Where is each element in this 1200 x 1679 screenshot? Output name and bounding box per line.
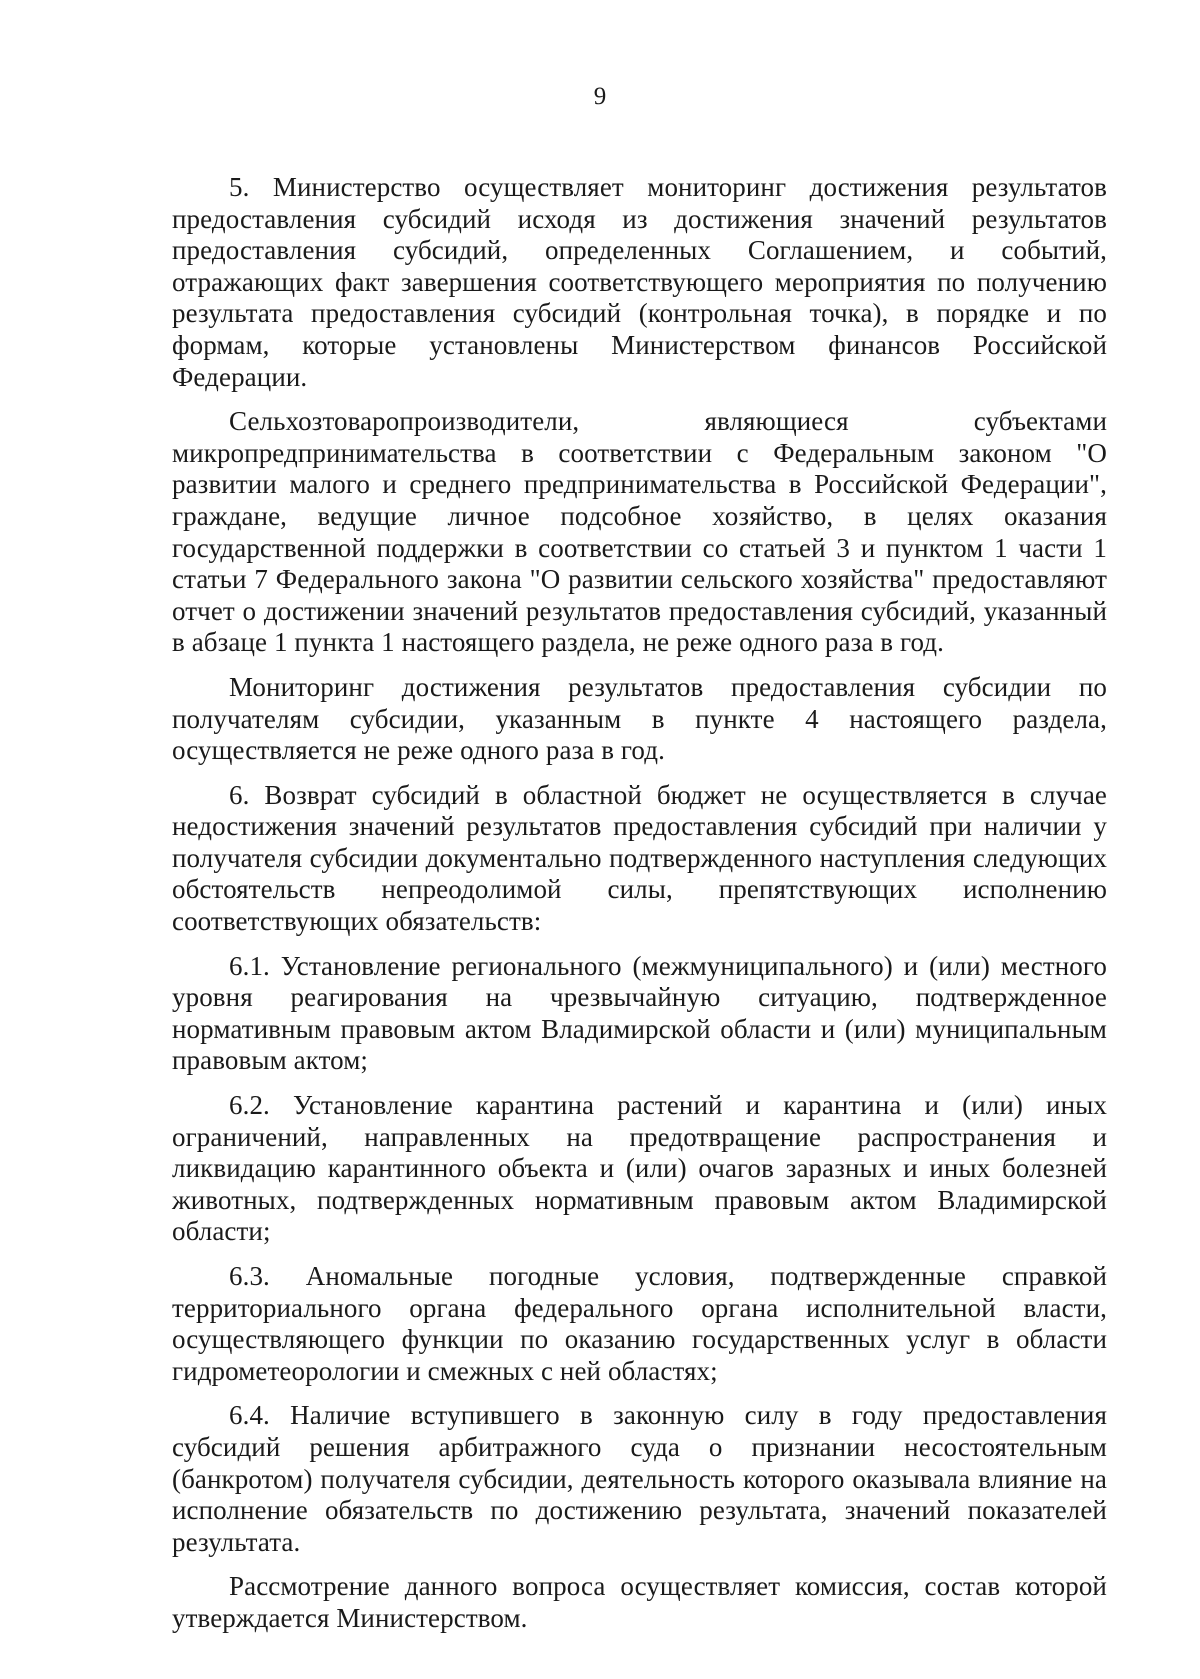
paragraph-subsidy-return: 6. Возврат субсидий в областной бюджет не осуществляется в случае недостижения значений результатов предоставления субсидий при наличии у получателя субсидии документально подтвержденного наступления следующих обстоятельств непреодолимой силы, препятствующих исполнению соответствующих обязательств:	[172, 779, 1107, 937]
paragraph-item-6-1: 6.1. Установление регионального (межмуниципального) и (или) местного уровня реагирования на чрезвычайную ситуацию, подтвержденное нормативным правовым актом Владимирской области и (или) муниципальным правовым актом;	[172, 950, 1107, 1076]
paragraph-item-6-3: 6.3. Аномальные погодные условия, подтвержденные справкой территориального органа федерального органа исполнительной власти, осуществляющего функции по оказанию государственных услуг в области гидрометеорологии и смежных с ней областях;	[172, 1261, 1107, 1386]
paragraph-monitoring: 5. Министерство осуществляет мониторинг достижения результатов предоставления субсидий исходя из достижения значений результатов предоставления субсидий, определенных Соглашением, и событий, отражающих факт завершения соответствующего мероприятия по получению результата предоставления субсидий (контрольная точка), в порядке и по формам, которые установлены Министерством финансов Российской Федерации.	[172, 172, 1107, 392]
page-number: 9	[593, 83, 607, 110]
paragraph-item-6-2: 6.2. Установление карантина растений и карантина и (или) иных ограничений, направленных на предотвращение распространения и ликвидацию карантинного объекта и (или) очагов заразных и иных болезней животных, подтвержденных нормативным правовым актом Владимирской области;	[172, 1090, 1107, 1247]
paragraph-agricultural-producers: Сельхозтоваропроизводители, являющиеся субъектами микропредпринимательства в соответствии с Федеральным законом "О развитии малого и среднего предпринимательства в Российской Федерации", граждане, ведущие личное подсобное хозяйство, в целях оказания государственной поддержки в соответствии со статьей 3 и пунктом 1 части 1 статьи 7 Федерального закона "О развитии сельского хозяйства" предоставляют отчет о достижении значений результатов предоставления субсидий, указанный в абзаце 1 пункта 1 настоящего раздела, не реже одного раза в год.	[172, 406, 1107, 658]
document-body	[172, 172, 1107, 1648]
paragraph-monitoring-frequency: Мониторинг достижения результатов предоставления субсидии по получателям субсидии, указанным в пункте 4 настоящего раздела, осуществляется не реже одного раза в год.	[172, 671, 1107, 766]
paragraph-commission: Рассмотрение данного вопроса осуществляет комиссия, состав которой утверждается Министерством.	[172, 1571, 1107, 1633]
paragraph-item-6-4: 6.4. Наличие вступившего в законную силу в году предоставления субсидий решения арбитражного суда о признании несостоятельным (банкротом) получателя субсидии, деятельность которого оказывала влияние на исполнение обязательств по достижению результата, значений показателей результата.	[172, 1400, 1107, 1557]
